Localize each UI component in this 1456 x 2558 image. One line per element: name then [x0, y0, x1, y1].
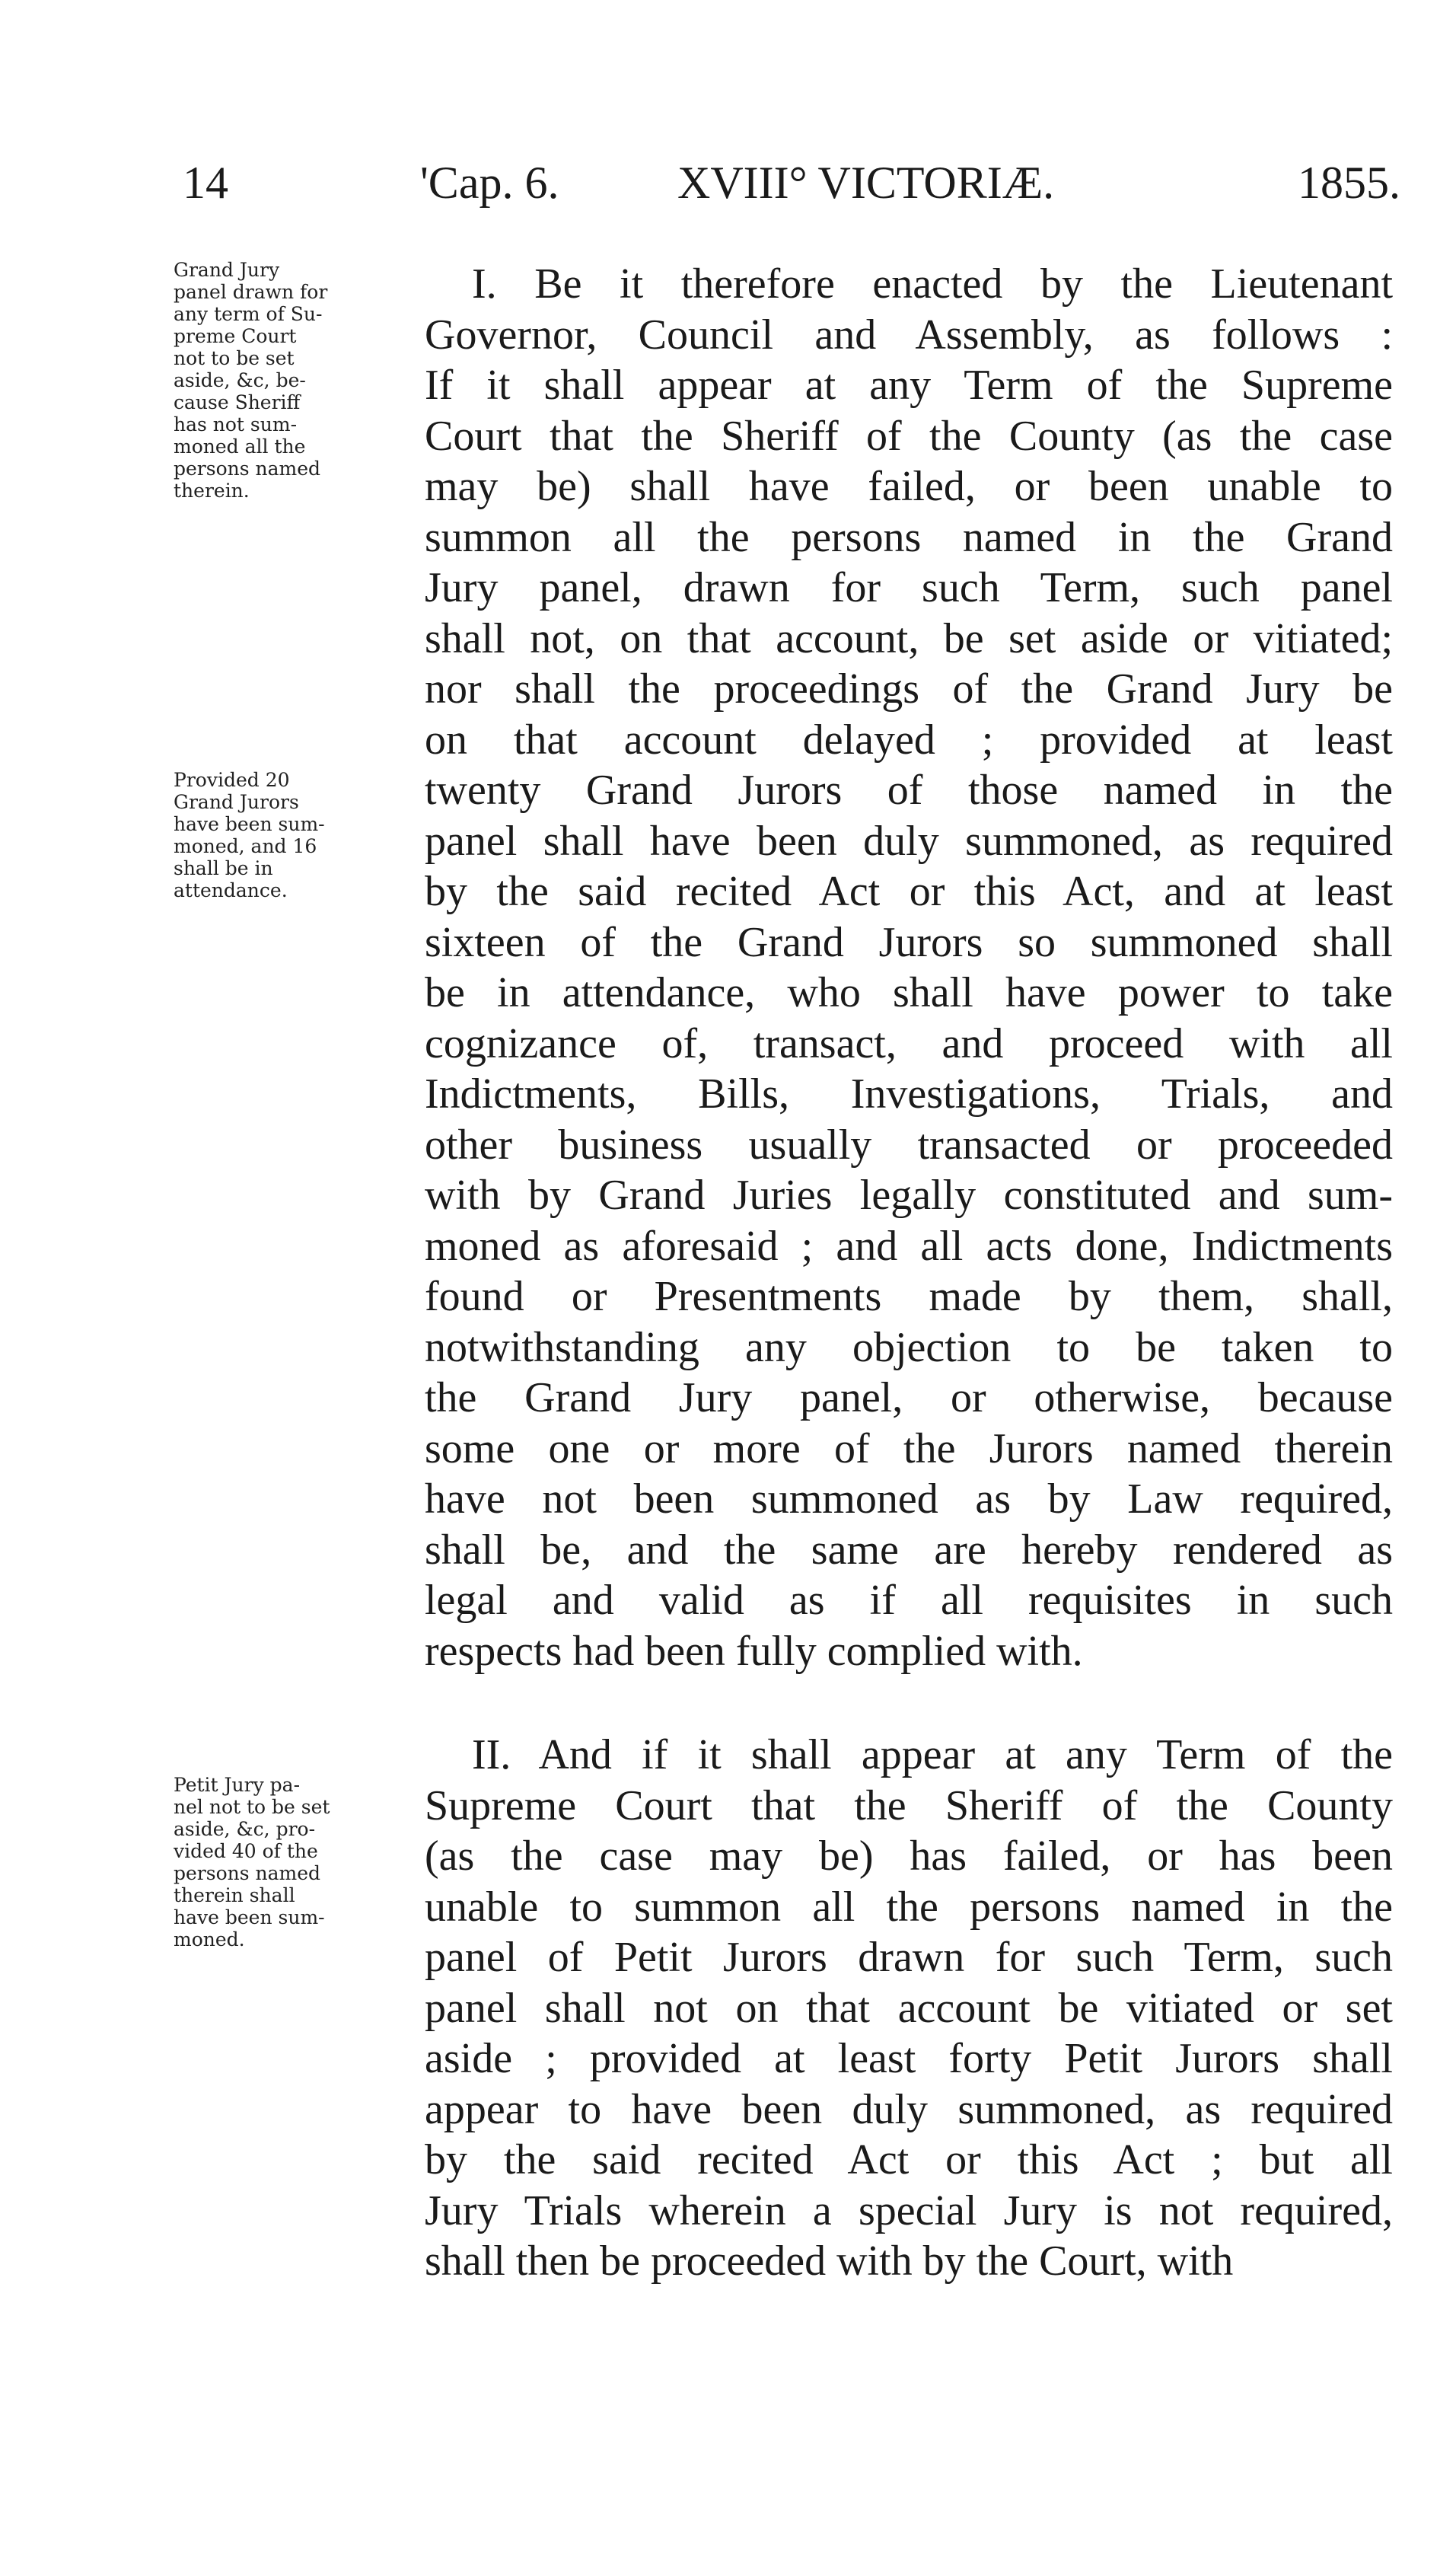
marginal-note-line: cause Sheriff	[174, 391, 301, 413]
marginal-note-line: vided 40 of the	[174, 1840, 318, 1862]
marginal-note-petit-jury	[174, 1774, 402, 1950]
marginal-note-line: aside, &c, be-	[174, 369, 306, 391]
text-line: Jury panel, drawn for such Term, such panel	[425, 564, 1393, 611]
marginal-note-line: has not sum-	[174, 413, 298, 435]
section-2-paragraph	[425, 1730, 1393, 2287]
marginal-note-line: moned.	[174, 1928, 245, 1950]
text-line: respects had been fully complied with.	[425, 1627, 1083, 1675]
text-line: be in attendance, who shall have power to take	[425, 969, 1393, 1016]
marginal-note-line: Grand Jury	[174, 259, 280, 281]
marginal-note-line: moned, and 16	[174, 835, 317, 857]
text-line: appear to have been duly summoned, as required	[425, 2085, 1393, 2133]
text-line: shall be, and the same are hereby rendered as	[425, 1526, 1393, 1574]
text-line: shall not, on that account, be set aside or vitiated;	[425, 614, 1393, 662]
marginal-note-line: have been sum-	[174, 813, 325, 835]
text-line: shall then be proceeded with by the Court, with	[425, 2237, 1234, 2285]
text-line: aside ; provided at least forty Petit Jurors shall	[425, 2035, 1393, 2082]
marginal-note-line: preme Court	[174, 325, 297, 347]
marginal-note-line: have been sum-	[174, 1906, 325, 1928]
running-title: XVIII° VICTORIÆ.	[677, 158, 1055, 208]
text-line: If it shall appear at any Term of the Supreme	[425, 362, 1393, 409]
section-1-paragraph	[425, 259, 1393, 1676]
text-line: Supreme Court that the Sheriff of the County	[425, 1781, 1393, 1829]
text-line: sixteen of the Grand Jurors so summoned shall	[425, 918, 1393, 966]
marginal-note-line: aside, &c, pro-	[174, 1818, 316, 1840]
marginal-note-line: attendance.	[174, 879, 288, 901]
marginal-note-line: moned all the	[174, 435, 306, 458]
text-line: panel shall not on that account be vitiated or set	[425, 1984, 1393, 2032]
marginal-note-line: persons named	[174, 1862, 321, 1884]
page-number: 14	[183, 158, 228, 208]
text-line: on that account delayed ; provided at least	[425, 716, 1393, 764]
marginal-note-line: any term of Su-	[174, 303, 323, 325]
text-line: found or Presentments made by them, shall,	[425, 1273, 1393, 1320]
text-line: legal and valid as if all requisites in such	[425, 1577, 1393, 1624]
text-line: panel of Petit Jurors drawn for such Term, such	[425, 1934, 1393, 1981]
text-line: by the said recited Act or this Act, and at least	[425, 868, 1393, 915]
text-line: cognizance of, transact, and proceed with all	[425, 1019, 1393, 1067]
text-line: with by Grand Juries legally constituted and sum-	[425, 1172, 1393, 1219]
marginal-note-line: nel not to be set	[174, 1796, 330, 1818]
text-line: unable to summon all the persons named in the	[425, 1883, 1393, 1931]
text-line: summon all the persons named in the Grand	[425, 513, 1393, 561]
year: 1855.	[1298, 158, 1400, 208]
text-line: the Grand Jury panel, or otherwise, because	[425, 1374, 1393, 1421]
text-line: panel shall have been duly summoned, as required	[425, 817, 1393, 865]
marginal-note-line: shall be in	[174, 857, 273, 879]
marginal-note-line: Provided 20	[174, 769, 290, 791]
marginal-note-line: persons named	[174, 458, 321, 480]
text-line: some one or more of the Jurors named therein	[425, 1424, 1393, 1472]
running-header	[183, 152, 1400, 213]
chapter-number: 'Cap. 6.	[420, 158, 559, 208]
marginal-note-line: therein shall	[174, 1884, 295, 1906]
text-line: other business usually transacted or proceeded	[425, 1121, 1393, 1169]
text-line: I. Be it therefore enacted by the Lieutenant	[472, 260, 1393, 308]
text-line: notwithstanding any objection to be taken to	[425, 1323, 1393, 1371]
text-line: may be) shall have failed, or been unable to	[425, 463, 1393, 510]
text-line: II. And if it shall appear at any Term of the	[472, 1731, 1393, 1778]
text-line: Court that the Sheriff of the County (as the case	[425, 412, 1393, 460]
marginal-note-line: Grand Jurors	[174, 791, 299, 813]
text-line: (as the case may be) has failed, or has been	[425, 1832, 1393, 1880]
text-line: have not been summoned as by Law required,	[425, 1475, 1393, 1523]
text-line: nor shall the proceedings of the Grand Jury be	[425, 665, 1393, 713]
marginal-note-line: Petit Jury pa-	[174, 1774, 301, 1796]
marginal-note-grand-jury	[174, 259, 402, 502]
text-line: Jury Trials wherein a special Jury is not required,	[425, 2186, 1393, 2234]
marginal-note-line: therein.	[174, 480, 250, 502]
marginal-note-provided-20	[174, 769, 402, 901]
text-line: by the said recited Act or this Act ; but all	[425, 2136, 1393, 2183]
marginal-note-line: panel drawn for	[174, 281, 328, 303]
marginal-note-line: not to be set	[174, 347, 295, 369]
text-line: Indictments, Bills, Investigations, Trials, and	[425, 1070, 1393, 1118]
text-line: moned as aforesaid ; and all acts done, Indictments	[425, 1222, 1393, 1270]
text-line: Governor, Council and Assembly, as follows :	[425, 311, 1393, 359]
text-line: twenty Grand Jurors of those named in the	[425, 767, 1393, 814]
